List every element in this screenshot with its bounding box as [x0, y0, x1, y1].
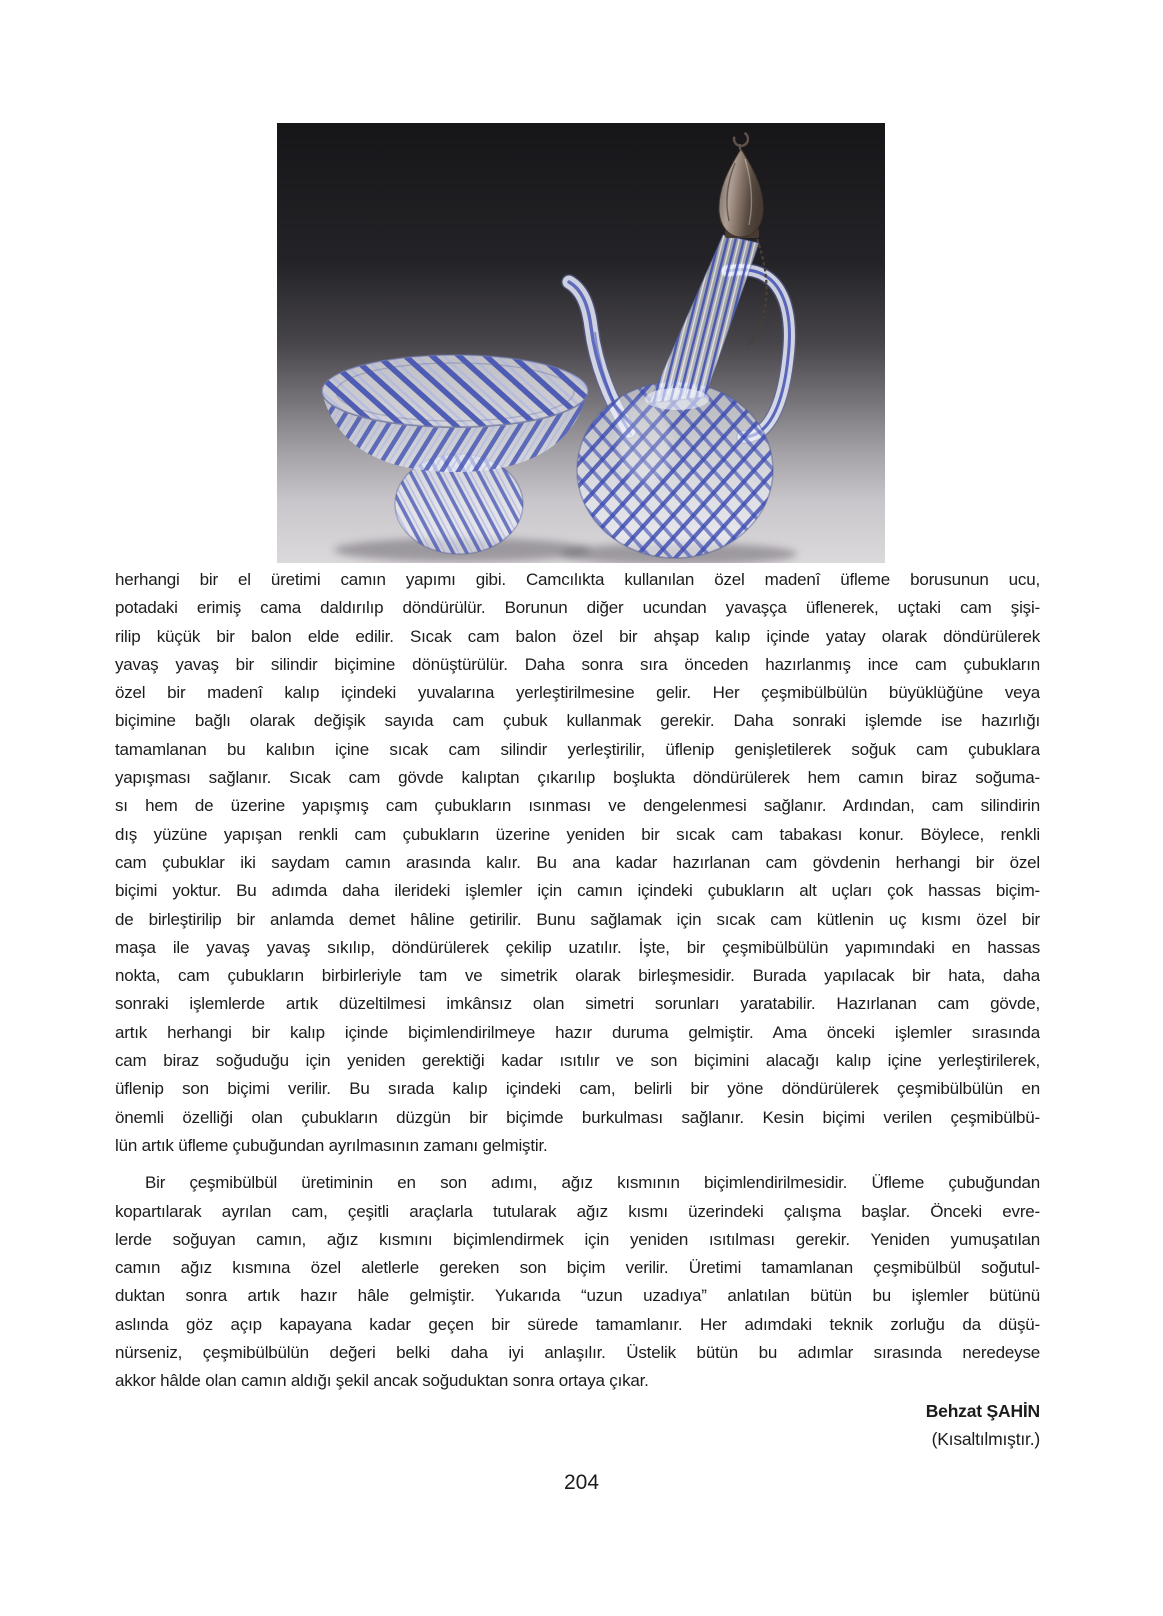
photo-figure: [277, 123, 885, 563]
text-line: herhangi bir el üretimi camın yapımı gibi. Camcılıkta kullanılan özel madenî üfleme borusunun ucu,: [115, 570, 1040, 589]
text-line: biçimi yoktur. Bu adımda daha ilerideki işlemler için camın içindeki çubukların alt uçları çok hassas biçim-: [115, 881, 1040, 901]
text-line: cam çubuklar iki saydam camın arasında kalır. Bu ana kadar hazırlanan cam gövdenin herhangi bir özel: [115, 852, 1040, 872]
page-number: 204: [563, 1471, 600, 1494]
text-line: nürseniz, çeşmibülbülün değeri belki daha iyi anlaşılır. Üstelik bütün bu adımlar sırasında neredeyse: [115, 1343, 1040, 1363]
text-line: özel bir madenî kalıp içindeki yuvalarına yerleştirilmesine gelir. Her çeşmibülbülün büyüklüğüne veya: [115, 683, 1040, 703]
signature-block: [115, 1397, 1040, 1454]
text-line: dış yüzüne yapışan renkli cam çubukların üzerine yeniden bir sıcak cam tabakası konur. Böylece, renkli: [115, 824, 1040, 844]
text-line: cam biraz soğuduğu için yeniden gerektiği kadar ısıtılır ve son biçimini alacağı kalıp içine yerleştirilerek,: [115, 1051, 1040, 1071]
paragraph-2: [115, 1169, 1040, 1395]
text-line: nokta, cam çubukların birbirleriyle tam ve simetrik olarak birleşmesidir. Burada yapılacak bir hata, daha: [115, 966, 1040, 986]
text-line: artık herhangi bir kalıp içinde biçimlendirilmeye hazır duruma gelmiştir. Ama önceki işlemler sırasında: [115, 1022, 1040, 1042]
text-line: sonraki işlemlerde artık düzeltilmesi imkânsız olan simetri sorunları yaratabilir. Hazırlanan cam gövde,: [115, 994, 1040, 1014]
author-signature: Behzat ŞAHİN: [925, 1400, 1040, 1421]
glassware-photo: [277, 123, 885, 563]
text-line: de birleştirilip bir anlamda demet hâline getirilir. Bunu sağlamak için sıcak cam kütlenin uç kısmı özel bir: [115, 909, 1040, 929]
text-line: akkor hâlde olan camın aldığı şekil ancak soğuduktan sonra ortaya çıkar.: [115, 1371, 649, 1391]
abridged-note: (Kısaltılmıştır.): [931, 1428, 1040, 1449]
paragraph-1: [115, 566, 1040, 1160]
text-line: maşa ile yavaş yavaş sıkılıp, döndürülerek çekilip uzatılır. İşte, bir çeşmibülbülün yapımındaki en hassas: [115, 937, 1040, 957]
text-line: lün artık üfleme çubuğundan ayrılmasının zamanı gelmiştir.: [115, 1135, 548, 1155]
article-text: [115, 566, 1040, 1453]
text-line: biçimine bağlı olarak değişik sayıda cam çubuk kullanmak gerekir. Daha sonraki işlemde ise hazırlığı: [115, 711, 1040, 731]
text-line: lerde soğuyan camın, ağız kısmını biçimlendirmek için yeniden ısıtılması gerekir. Yeniden yumuşatılan: [115, 1229, 1040, 1249]
text-line: aslında göz açıp kapayana kadar geçen bir sürede tamamlanır. Her adımdaki teknik zorluğu da düşü-: [115, 1314, 1040, 1334]
text-line: tamamlanan bu kalıbın içine sıcak cam silindir yerleştirilir, üflenip genişletilerek soğuk cam çubuklara: [115, 739, 1040, 759]
text-line: duktan sonra artık hazır hâle gelmiştir. Yukarıda “uzun uzadıya” anlatılan bütün bu işlemler bütünü: [115, 1286, 1040, 1306]
text-line: Bir çeşmibülbül üretiminin en son adımı, ağız kısmının biçimlendirilmesidir. Üfleme çubuğundan: [145, 1173, 1040, 1193]
text-line: kopartılarak ayrılan cam, çeşitli araçlarla tutularak ağız kısmı üzerindeki çalışma başlar. Önceki evre-: [115, 1201, 1040, 1221]
text-line: potadaki erimiş cama daldırılıp döndürülür. Borunun diğer ucundan yavaşça üflenerek, uçtaki cam şişi-: [115, 598, 1040, 618]
text-line: önemli özelliği olan çubukların düzgün bir biçimde burkulması sağlanır. Kesin biçimi verilen çeşmibülbü-: [115, 1107, 1040, 1127]
text-line: üflenip son biçimi verilir. Bu sırada kalıp içindeki cam, belirli bir yöne döndürülerek çeşmibülbülün en: [115, 1079, 1040, 1099]
text-line: sı hem de üzerine yapışmış cam çubukların ısınması ve dengelenmesi sağlanır. Ardından, cam silindirin: [115, 796, 1040, 816]
text-line: yavaş yavaş bir silindir biçimine dönüştürülür. Daha sonra sıra önceden hazırlanmış ince cam çubukların: [115, 654, 1040, 674]
text-line: yapışması sağlanır. Sıcak cam gövde kalıptan çıkarılıp boşlukta döndürülerek hem camın biraz soğuma-: [115, 768, 1040, 788]
text-line: camın ağız kısmına özel aletlerle gereken son biçim verilir. Üretimi tamamlanan çeşmibülbül soğutul-: [115, 1258, 1040, 1278]
text-line: rilip küçük bir balon elde edilir. Sıcak cam balon özel bir ahşap kalıp içinde yatay olarak döndürülerek: [115, 626, 1040, 646]
